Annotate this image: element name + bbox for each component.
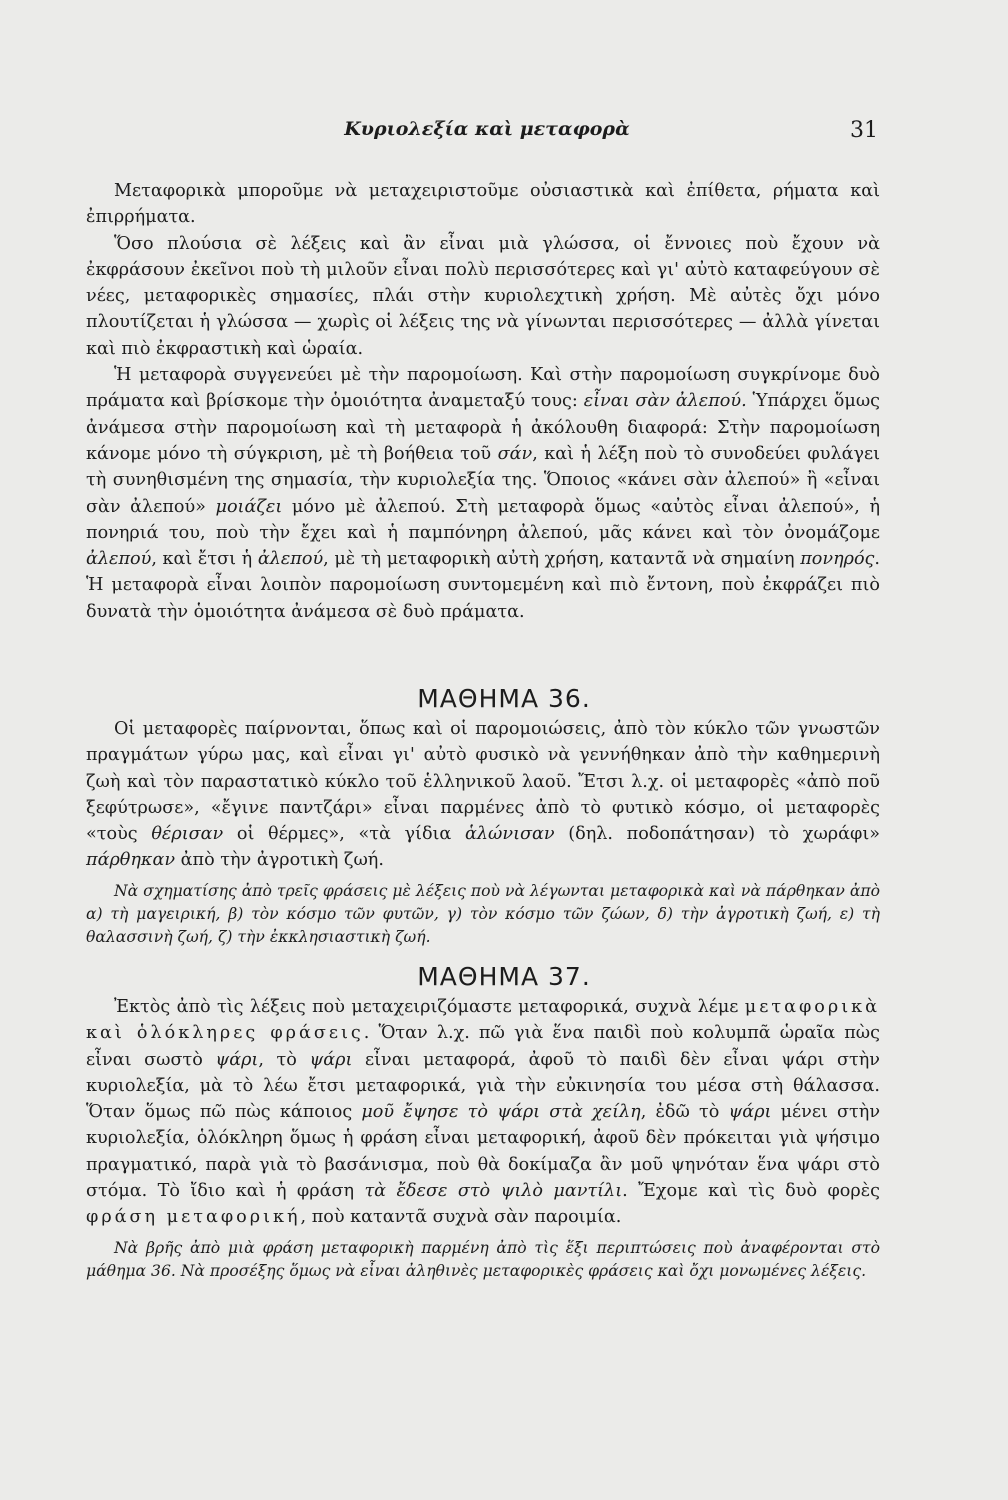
intro-p3-text-i: , καὶ ἔτσι ἡ [151, 549, 253, 570]
intro-p3-italic-j: ἀλεπού [257, 549, 324, 570]
l37-text-g: εἶναι μεταφορά, ἀφοῦ τὸ παιδὶ δὲν εἶναι ψάρι στὴν κυριολεξία, μὰ τὸ λέω ἔτσι μεταφορικά, γιὰ τὴν εὐκινησία του μέσα στὴ θάλασσα. Ὅταν ὅμως πῶ πὼς κάποιος [86, 1049, 880, 1123]
lesson-36-paragraph [86, 716, 880, 874]
page-header [96, 118, 878, 152]
lesson-36-section [86, 716, 880, 949]
lesson-36-exercise: Νὰ σχηματίσης ἀπὸ τρεῖς φράσεις μὲ λέξεις ποὺ νὰ λέγωνται μεταφορικὰ καὶ νὰ πάρθηκαν ἀπὸ α) τὴ μαγειρική, β) τὸν κόσμο τῶν φυτῶν, γ) τὸν κόσμο τῶν ζώων, δ) τὴν ἀγροτικὴ ζωή, ε) τὴ θαλασσινὴ ζωή, ζ) τὴν ἐκκλησιαστικὴ ζωή. [86, 881, 880, 946]
l37-text-m: . Ἔχομε καὶ τὶς δυὸ φορὲς [622, 1181, 880, 1202]
l36-italic-b: θέρισαν [151, 824, 224, 845]
l37-italic-l: τὰ ἔδεσε στὸ ψιλὸ μαντίλι [364, 1181, 623, 1202]
running-title: Κυριολεξία καὶ μεταφορὰ [344, 118, 630, 140]
intro-p3-text-a: Ἡ μεταφορὰ συγγενεύει μὲ τὴν παρομοίωση. Καὶ στὴν παρομοίωση συγκρίνομε δυὸ πράματα καὶ βρίσκομε τὴν ὁμοιότητα ἀναμεταξύ τους: [86, 365, 880, 412]
l37-text-k: μένει στὴν κυριολεξία, ὁλόκληρη ὅμως ἡ φράση εἶναι μεταφορική, ἀφοῦ δὲν πρόκειται γιὰ ψήσιμο πραγματικό, παρὰ γιὰ τὸ βασάνισμα, ποὺ θὰ δοκίμαζα ἂν μοῦ ψηνόταν ἕνα ψάρι στὸ στόμα. Τὸ ἴδιο καὶ ἡ φράση [86, 1102, 881, 1202]
intro-p3-text-m: . Ἡ μεταφορὰ εἶναι λοιπὸν παρομοίωση συντομεμένη καὶ πιὸ ἔντονη, ποὺ ἐκφράζει πιὸ δυνατὰ τὴν ὁμοιότητα ἀνάμεσα σὲ δυὸ πράματα. [86, 549, 881, 622]
intro-p3-italic-f: μοιάζει [215, 496, 283, 517]
intro-p3-italic-l: πονηρός [800, 549, 875, 570]
l36-italic-d: ἁλώνισαν [465, 824, 555, 845]
intro-p3-text-k: , μὲ τὴ μεταφορικὴ αὐτὴ χρήση, καταντᾶ νὰ σημαίνη [323, 549, 795, 570]
l36-italic-f: πάρθηκαν [86, 850, 176, 871]
intro-paragraph-1 [86, 178, 880, 231]
l37-text-e: , τὸ [258, 1049, 297, 1070]
lesson-37-exercise: Νὰ βρῆς ἀπὸ μιὰ φράση μεταφορικὴ παρμένη ἀπὸ τὶς ἕξι περιπτώσεις ποὺ ἀναφέρονται στὸ μάθημα 36. Νὰ προσέξης ὅμως νὰ εἶναι ἀληθινὲς μεταφορικὲς φράσεις καὶ ὄχι μονωμένες λέξεις. [86, 1238, 880, 1280]
l37-text-c: . Ὅταν λ.χ. πῶ γιὰ ἕνα παιδὶ ποὺ κολυμπᾶ ὡραῖα πὼς εἶναι σωστὸ [86, 1023, 880, 1070]
l36-text-e: (δηλ. ποδοπάτησαν) τὸ χωράφι» [568, 824, 881, 845]
intro-p1-text: Μεταφορικὰ μποροῦμε νὰ μεταχειριστοῦμε οὐσιαστικὰ καὶ ἐπίθετα, ρήματα καὶ ἐπιρρήματα. [86, 181, 880, 228]
l36-text-g: ἀπὸ τὴν ἀγροτικὴ ζωή. [180, 850, 384, 871]
page-number: 31 [850, 118, 878, 143]
l37-italic-f: ψάρι [309, 1049, 353, 1070]
l37-spaced-b: μεταφορικὰ καὶ ὁλόκληρες φράσεις [86, 997, 880, 1044]
intro-paragraph-3 [86, 362, 880, 625]
l37-spaced-n: φράση μεταφορική [86, 1207, 301, 1228]
l37-text-i: , ἐδῶ τὸ [640, 1102, 720, 1123]
l36-text-a: Οἱ μεταφορὲς παίρνονται, ὅπως καὶ οἱ παρομοιώσεις, ἀπὸ τὸν κύκλο τῶν γνωστῶν πραγμάτων γύρω μας, καὶ εἶναι γι' αὐτὸ φυσικὸ νὰ γεννήθηκαν ἀπὸ τὴν καθημερινὴ ζωὴ καὶ τὸν παραστατικὸ κύκλο τοῦ ἑλληνικοῦ λαοῦ. Ἔτσι λ.χ. οἱ μεταφορὲς «ἀπὸ ποῦ ξεφύτρωσε», «ἔγινε παντζάρι» εἶναι παρμένες ἀπὸ τὸ φυτικὸ κόσμο, οἱ μεταφορὲς «τοὺς [86, 719, 880, 845]
intro-p3-text-e: , καὶ ἡ λέξη ποὺ τὸ συνοδεύει φυλάγει τὴ συνηθισμένη της σημασία, τὴν κυριολεξία της. Ὅποιος «κάνει σὰν ἀλεπού» ἢ «εἶναι σὰν ἀλεπού» [86, 443, 881, 517]
intro-p3-text-g: μόνο μὲ ἀλεπού. Στὴ μεταφορὰ ὅμως «αὐτὸς εἶναι ἀλεπού», ἡ πονηριά του, ποὺ τὴν ἔχει καὶ ἡ παμπόνηρη ἀλεπού, μᾶς κάνει καὶ τὸν ὀνομάζομε [86, 496, 880, 543]
l37-italic-h: μοῦ ἔψησε τὸ ψάρι στὰ χείλη [361, 1102, 641, 1123]
l36-text-c: οἱ θέρμες», «τὰ γίδια [236, 824, 452, 845]
lesson-37-title: ΜΑΘΗΜΑ 37. [417, 962, 591, 991]
intro-p2-text: Ὅσο πλούσια σὲ λέξεις καὶ ἂν εἶναι μιὰ γλώσσα, οἱ ἔννοιες ποὺ ἔχουν νὰ ἐκφράσουν ἐκεῖνοι ποὺ τὴ μιλοῦν εἶναι πολὺ περισσότερες καὶ γι' αὐτὸ καταφεύγουν σὲ νέες, μεταφορικὲς σημασίες, πλάι στὴν κυριολεχτικὴ χρήση. Μὲ αὐτὲς ὄχι μόνο πλουτίζεται ἡ γλώσσα — χωρὶς οἱ λέξεις της νὰ γίνωνται περισσότερες — ἀλλὰ γίνεται καὶ πιὸ ἐκφραστικὴ καὶ ὡραία. [86, 233, 880, 359]
intro-p3-text-c: Ὑπάρχει ὅμως ἀνάμεσα στὴν παρομοίωση καὶ τὴ μεταφορὰ ἡ ἀκόλουθη διαφορά: Στὴν παρομοίωση κάνομε μόνο τὴ σύγκριση, μὲ τὴ βοήθεια τοῦ [86, 391, 881, 464]
intro-p3-italic-d: σάν [497, 443, 533, 464]
l37-text-o: , ποὺ καταντᾶ συχνὰ σὰν παροιμία. [300, 1207, 622, 1228]
intro-p3-italic-h: ἀλεπού [86, 549, 152, 570]
lesson-37-paragraph [86, 994, 880, 1231]
lesson-37-section [86, 994, 880, 1283]
l37-italic-d: ψάρι [215, 1049, 259, 1070]
l37-italic-j: ψάρι [728, 1102, 772, 1123]
intro-p3-italic-b: εἶναι σὰν ἀλεπού. [583, 391, 747, 412]
lesson-36-title: ΜΑΘΗΜΑ 36. [417, 684, 591, 713]
intro-paragraph-2 [86, 231, 880, 362]
intro-section [86, 178, 880, 625]
l37-text-a: Ἐκτὸς ἀπὸ τὶς λέξεις ποὺ μεταχειριζόμαστε μεταφορικά, συχνὰ λέμε [114, 997, 739, 1017]
